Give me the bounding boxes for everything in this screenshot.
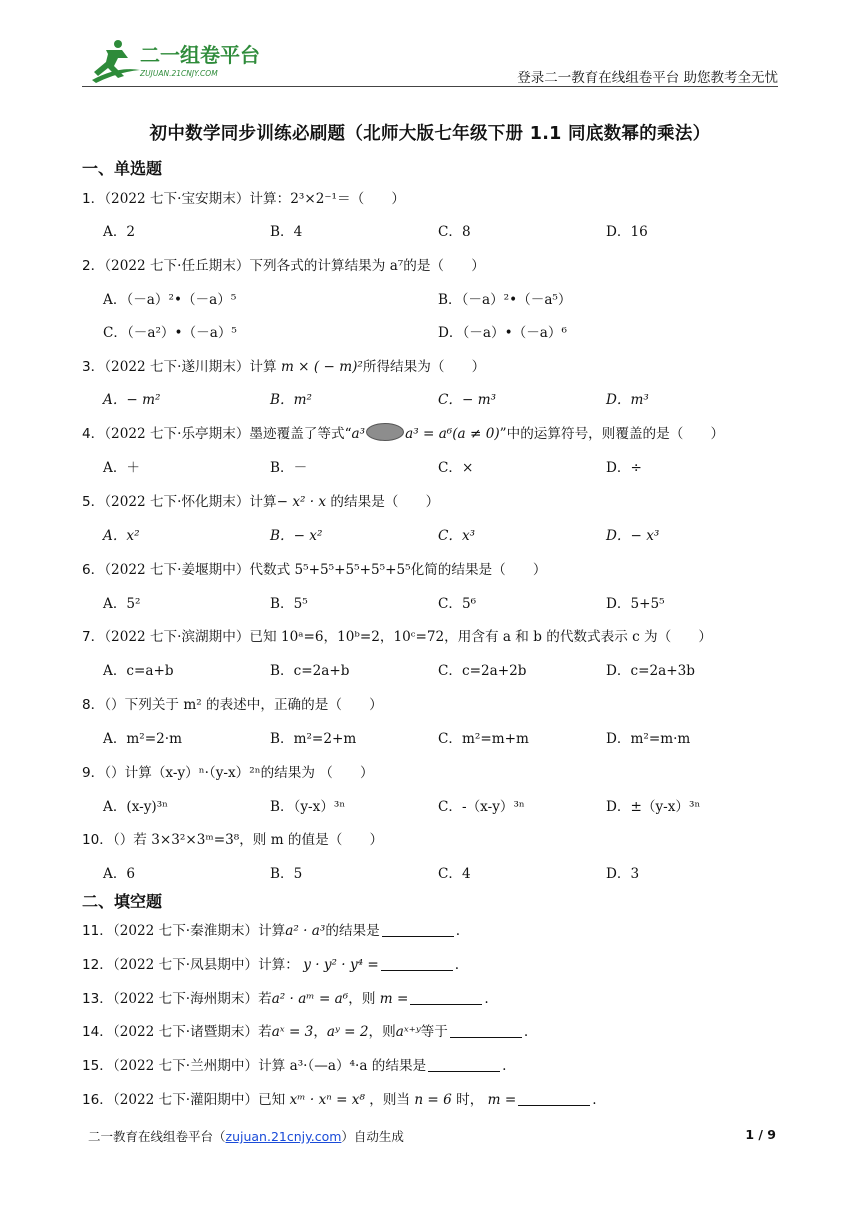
- period: .: [592, 1092, 597, 1108]
- page-number: 1 / 9: [745, 1127, 776, 1142]
- q5-option-b[interactable]: B．− x²: [270, 528, 323, 544]
- footer-link[interactable]: zujuan.21cnjy.com: [225, 1129, 342, 1144]
- q7-option-c[interactable]: C．c=2a+2b: [438, 663, 527, 679]
- question-number: 12．: [82, 957, 113, 973]
- q9-option-d[interactable]: D．±（y-x）³ⁿ: [606, 799, 701, 815]
- answer-blank[interactable]: [518, 1093, 590, 1106]
- ink-blot: [366, 423, 404, 441]
- question-text: （2022 七下·滨湖期中）已知 10ᵃ=6，10ᵇ=2，10ᶜ=72，用含有 a 和 b 的代数式表示 c 为（ ）: [104, 629, 713, 645]
- q9-option-a[interactable]: A．(x-y)³ⁿ: [103, 799, 169, 815]
- q7-option-a[interactable]: A．c=a+b: [103, 663, 174, 679]
- question-text: （2022 七下·遂川期末）计算: [104, 359, 281, 375]
- question-7: [82, 625, 712, 645]
- question-text: （2022 七下·兰州期中）计算 a³·（—a）⁴·a 的结果是: [112, 1058, 427, 1074]
- question-text: （2022 七下·秦淮期末）计算: [112, 923, 286, 939]
- q3-option-a[interactable]: A．− m²: [103, 392, 161, 408]
- question-text-end: 等于: [420, 1024, 448, 1040]
- question-text-end: ”中的运算符号，则覆盖的是（ ）: [499, 426, 725, 442]
- answer-blank[interactable]: [381, 958, 453, 971]
- q9-option-b[interactable]: B．（y-x）³ⁿ: [270, 799, 346, 815]
- question-number: 13．: [82, 991, 113, 1007]
- question-number: 15．: [82, 1058, 113, 1074]
- question-text: （2022 七下·姜堰期中）代数式 5⁵+5⁵+5⁵+5⁵+5⁵化简的结果是（ ）: [104, 562, 547, 578]
- q4-option-c[interactable]: C．×: [438, 460, 474, 476]
- q1-option-b[interactable]: B．4: [270, 224, 303, 240]
- answer-blank[interactable]: [428, 1059, 500, 1072]
- footer-text-end: ）自动生成: [341, 1129, 404, 1144]
- question-text-end: 的结果是: [325, 923, 380, 939]
- q2-option-a[interactable]: A．（－a）²•（－a）⁵: [103, 292, 237, 308]
- period: .: [502, 1058, 507, 1074]
- period: .: [455, 923, 461, 939]
- q3-option-c[interactable]: C．− m³: [438, 392, 497, 408]
- q8-option-a[interactable]: A．m²=2·m: [103, 731, 183, 747]
- q8-option-d[interactable]: D．m²=m·m: [606, 731, 691, 747]
- question-number: 3．: [82, 359, 105, 375]
- math-expression: a² · aᵐ = a⁶: [271, 991, 349, 1007]
- q4-option-a[interactable]: A．＋: [103, 460, 141, 476]
- question-text: （2022 七下·任丘期末）下列各式的计算结果为 a⁷的是（ ）: [104, 258, 485, 274]
- q2-option-c[interactable]: C．（－a²）•（－a）⁵: [103, 325, 237, 341]
- q1-option-c[interactable]: C．8: [438, 224, 471, 240]
- question-9: [82, 761, 374, 781]
- question-text: （2022 七下·乐亭期末）墨迹覆盖了等式“: [104, 426, 352, 442]
- footer-text: 二一教育在线组卷平台（: [88, 1129, 226, 1144]
- q4-option-d[interactable]: D．÷: [606, 460, 642, 476]
- q5-option-a[interactable]: A．x²: [103, 528, 140, 544]
- logo-text: 二一组卷平台: [140, 43, 260, 67]
- q5-option-d[interactable]: D．− x³: [606, 528, 660, 544]
- math-expression-3: aˣ⁺ʸ: [395, 1024, 421, 1040]
- math-expression: y · y² · y⁴ =: [303, 957, 379, 973]
- q7-option-b[interactable]: B．c=2a+b: [270, 663, 350, 679]
- q2-option-b[interactable]: B．（－a）²•（－a⁵）: [438, 292, 572, 308]
- math-expression-left: a³: [351, 426, 366, 442]
- question-text-mid-2: ，则: [368, 1024, 396, 1040]
- period: .: [523, 1024, 529, 1040]
- answer-blank[interactable]: [382, 924, 454, 937]
- math-expression-3: m =: [487, 1092, 517, 1108]
- q10-option-b[interactable]: B．5: [270, 866, 303, 882]
- math-expression: − x² · x: [276, 494, 327, 510]
- q6-option-b[interactable]: B．5⁵: [270, 596, 308, 612]
- question-text: （）计算（x-y）ⁿ·（y-x）²ⁿ的结果为 （ ）: [104, 765, 374, 781]
- q1-option-d[interactable]: D．16: [606, 224, 648, 240]
- q9-option-c[interactable]: C．-（x-y）³ⁿ: [438, 799, 525, 815]
- question-text: （）若 3×3²×3ᵐ=3⁸，则 m 的值是（ ）: [112, 832, 384, 848]
- header-divider: [82, 86, 778, 87]
- question-number: 14．: [82, 1024, 113, 1040]
- math-expression-right: a³ = a⁶(a ≠ 0): [405, 426, 500, 442]
- math-expression: m × ( − m)²: [280, 359, 363, 375]
- question-text-mid-2: 时，: [451, 1092, 488, 1108]
- math-expression: a² · a³: [285, 923, 326, 939]
- q10-option-d[interactable]: D．3: [606, 866, 640, 882]
- answer-blank[interactable]: [410, 992, 482, 1005]
- question-4: [82, 422, 724, 442]
- question-1: [82, 187, 405, 207]
- question-text-mid: ，则: [348, 991, 380, 1007]
- math-expression-2: n = 6: [414, 1092, 452, 1108]
- answer-blank[interactable]: [450, 1025, 522, 1038]
- q10-option-a[interactable]: A．6: [103, 866, 136, 882]
- question-10: [82, 828, 383, 848]
- question-text: （2022 七下·宝安期末）计算：2³×2⁻¹＝（ ）: [104, 191, 405, 207]
- question-number: 16．: [82, 1092, 113, 1108]
- math-expression: aˣ = 3: [271, 1024, 314, 1040]
- q7-option-d[interactable]: D．c=2a+3b: [606, 663, 695, 679]
- logo-url: ZUJUAN.21CNJY.COM: [140, 69, 218, 78]
- question-number: 5．: [82, 494, 105, 510]
- question-text: （2022 七下·海州期末）若: [112, 991, 272, 1007]
- math-expression-2: m =: [379, 991, 409, 1007]
- question-5: [82, 490, 439, 510]
- section-heading-fill-in: 二、填空题: [82, 892, 163, 911]
- site-logo: [88, 36, 288, 86]
- question-11: [82, 919, 460, 939]
- question-number: 10．: [82, 832, 113, 848]
- question-text: （2022 七下·凤县期中）计算：: [112, 957, 304, 973]
- q6-option-a[interactable]: A．5²: [103, 596, 141, 612]
- period: .: [454, 957, 460, 973]
- q6-option-c[interactable]: C．5⁶: [438, 596, 477, 612]
- question-16: [82, 1088, 597, 1108]
- page-title: 初中数学同步训练必刷题（北师大版七年级下册 1.1 同底数幂的乘法）: [149, 124, 711, 144]
- question-number: 4．: [82, 426, 105, 442]
- question-text-mid: ，: [313, 1024, 327, 1040]
- question-text: （2022 七下·怀化期末）计算: [104, 494, 277, 510]
- header-slogan: 登录二一教育在线组卷平台 助您教考全无忧: [517, 70, 778, 86]
- question-2: [82, 254, 485, 274]
- question-3: [82, 355, 485, 375]
- question-text-end: 所得结果为（ ）: [362, 359, 486, 375]
- q5-option-c[interactable]: C．x³: [438, 528, 476, 544]
- period: .: [484, 991, 489, 1007]
- q3-option-b[interactable]: B．m²: [270, 392, 312, 408]
- q4-option-b[interactable]: B．－: [270, 460, 308, 476]
- question-6: [82, 558, 547, 578]
- question-14: [82, 1020, 528, 1040]
- q3-option-d[interactable]: D．m³: [606, 392, 649, 408]
- math-expression-2: aʸ = 2: [326, 1024, 369, 1040]
- question-number: 6．: [82, 562, 105, 578]
- section-heading-single-choice: 一、单选题: [82, 159, 163, 178]
- q8-option-b[interactable]: B．m²=2+m: [270, 731, 357, 747]
- question-text-mid: ，则当: [364, 1092, 415, 1108]
- q2-option-d[interactable]: D．（－a）•（－a）⁶: [438, 325, 567, 341]
- q10-option-c[interactable]: C．4: [438, 866, 471, 882]
- question-number: 1．: [82, 191, 105, 207]
- question-15: [82, 1054, 506, 1074]
- question-number: 8．: [82, 697, 105, 713]
- q8-option-c[interactable]: C．m²=m+m: [438, 731, 529, 747]
- question-number: 11．: [82, 923, 113, 939]
- question-number: 9．: [82, 765, 105, 781]
- question-text: （）下列关于 m² 的表述中，正确的是（ ）: [104, 697, 383, 713]
- q1-option-a[interactable]: A．2: [103, 224, 136, 240]
- question-12: [82, 953, 459, 973]
- q6-option-d[interactable]: D．5+5⁵: [606, 596, 665, 612]
- math-expression: xᵐ · xⁿ = x⁸: [289, 1092, 365, 1108]
- question-text: （2022 七下·诸暨期末）若: [112, 1024, 272, 1040]
- question-text: （2022 七下·灌阳期中）已知: [112, 1092, 290, 1108]
- question-8: [82, 693, 383, 713]
- question-number: 7．: [82, 629, 105, 645]
- question-13: [82, 987, 489, 1007]
- footer-credit: [88, 1127, 404, 1145]
- question-number: 2．: [82, 258, 105, 274]
- question-text-end: 的结果是（ ）: [326, 494, 440, 510]
